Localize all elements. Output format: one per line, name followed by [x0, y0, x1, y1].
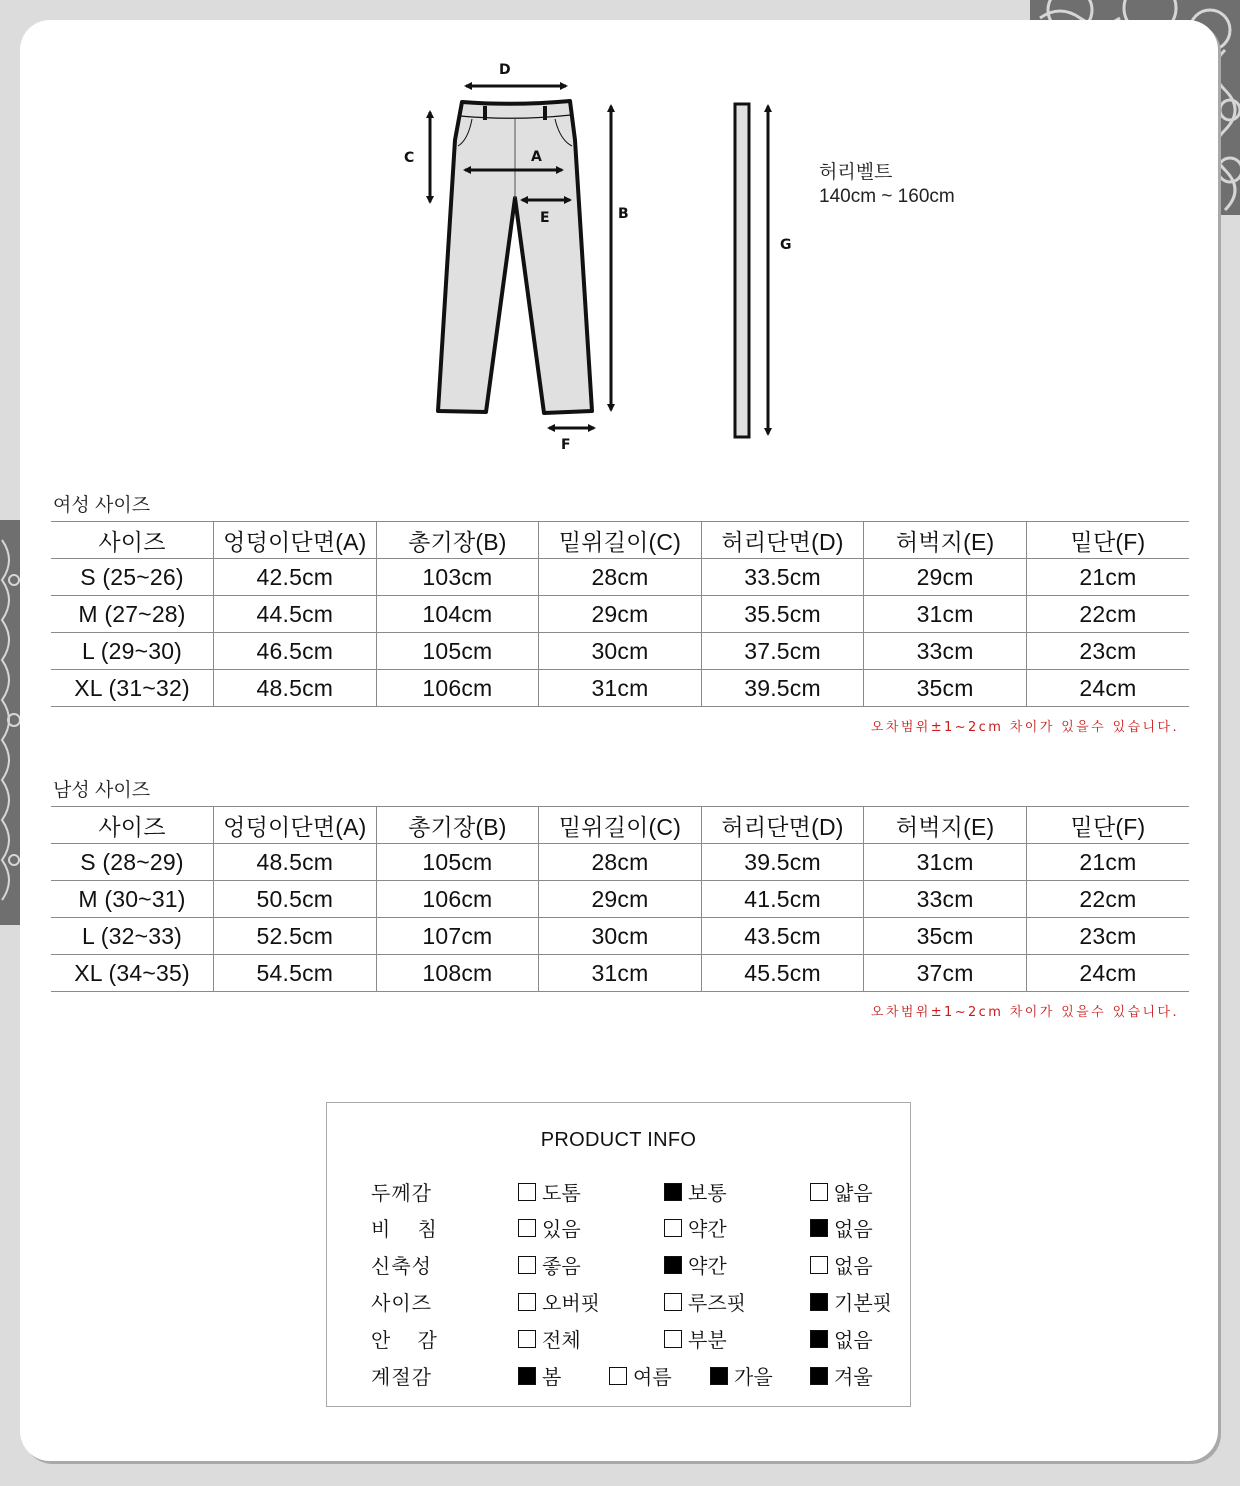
checkbox-empty-icon — [664, 1330, 682, 1348]
value-cell: 35.5cm — [701, 596, 864, 633]
checkbox-empty-icon — [664, 1293, 682, 1311]
value-cell: 30cm — [539, 918, 702, 955]
checkbox-checked-icon — [710, 1367, 728, 1385]
info-option — [664, 1213, 727, 1242]
option-label: 약간 — [688, 1219, 727, 1241]
info-option — [664, 1177, 727, 1206]
value-cell: 31cm — [539, 670, 702, 707]
checkbox-empty-icon — [810, 1256, 828, 1274]
belt-illustration — [735, 104, 749, 437]
info-option — [518, 1213, 581, 1242]
info-label: 신축성 — [371, 1256, 432, 1278]
value-cell: 29cm — [864, 559, 1027, 596]
header-cell: 허리단면(D) — [701, 807, 864, 844]
value-cell: 50.5cm — [214, 881, 377, 918]
option-label: 봄 — [542, 1367, 562, 1389]
men-size-table — [51, 806, 1189, 992]
info-option — [518, 1361, 561, 1390]
info-row-stretch — [327, 1250, 910, 1280]
decorative-pattern-left — [0, 520, 20, 925]
checkbox-checked-icon — [810, 1367, 828, 1385]
value-cell: 23cm — [1026, 633, 1189, 670]
size-cell: XL (31~32) — [51, 670, 214, 707]
pants-illustration — [0, 0, 1240, 470]
table-row — [51, 955, 1189, 992]
value-cell: 31cm — [864, 844, 1027, 881]
info-row-season — [327, 1361, 910, 1391]
checkbox-empty-icon — [518, 1183, 536, 1201]
value-cell: 108cm — [376, 955, 539, 992]
size-cell: M (30~31) — [51, 881, 214, 918]
table-row — [51, 670, 1189, 707]
info-option — [810, 1287, 892, 1316]
value-cell: 35cm — [864, 918, 1027, 955]
size-cell: L (29~30) — [51, 633, 214, 670]
option-label: 없음 — [834, 1330, 873, 1352]
table-row — [51, 559, 1189, 596]
option-label: 기본핏 — [834, 1293, 892, 1315]
value-cell: 54.5cm — [214, 955, 377, 992]
value-cell: 105cm — [376, 844, 539, 881]
checkbox-checked-icon — [518, 1367, 536, 1385]
men-tolerance-note: 오차범위±1~2cm 차이가 있을수 있습니다. — [870, 1005, 1179, 1020]
value-cell: 39.5cm — [701, 670, 864, 707]
header-cell: 사이즈 — [51, 807, 214, 844]
women-tolerance-note: 오차범위±1~2cm 차이가 있을수 있습니다. — [870, 720, 1179, 735]
info-option — [810, 1213, 873, 1242]
table-header-row — [51, 522, 1189, 559]
value-cell: 48.5cm — [214, 844, 377, 881]
value-cell: 22cm — [1026, 596, 1189, 633]
option-label: 약간 — [688, 1256, 727, 1278]
value-cell: 106cm — [376, 670, 539, 707]
option-label: 겨울 — [834, 1367, 873, 1389]
option-label: 오버핏 — [542, 1293, 600, 1315]
women-size-title: 여성 사이즈 — [53, 495, 151, 516]
info-option — [664, 1250, 727, 1279]
info-option — [518, 1250, 581, 1279]
checkbox-empty-icon — [518, 1219, 536, 1237]
belt-length: 140cm ~ 160cm — [819, 186, 955, 207]
women-size-table — [51, 521, 1189, 707]
value-cell: 21cm — [1026, 559, 1189, 596]
table-row — [51, 881, 1189, 918]
option-label: 부분 — [688, 1330, 727, 1352]
value-cell: 45.5cm — [701, 955, 864, 992]
option-label: 도톰 — [542, 1183, 581, 1205]
header-cell: 사이즈 — [51, 522, 214, 559]
value-cell: 23cm — [1026, 918, 1189, 955]
size-cell: XL (34~35) — [51, 955, 214, 992]
checkbox-empty-icon — [518, 1293, 536, 1311]
info-row-fit — [327, 1287, 910, 1317]
value-cell: 42.5cm — [214, 559, 377, 596]
option-label: 있음 — [542, 1219, 581, 1241]
info-label: 사이즈 — [371, 1293, 432, 1315]
value-cell: 52.5cm — [214, 918, 377, 955]
checkbox-empty-icon — [609, 1367, 627, 1385]
option-label: 좋음 — [542, 1256, 581, 1278]
option-label: 없음 — [834, 1256, 873, 1278]
label-a: A — [531, 149, 542, 165]
value-cell: 103cm — [376, 559, 539, 596]
value-cell: 24cm — [1026, 670, 1189, 707]
info-option — [810, 1177, 873, 1206]
checkbox-checked-icon — [810, 1293, 828, 1311]
table-row — [51, 596, 1189, 633]
value-cell: 28cm — [539, 844, 702, 881]
header-cell: 엉덩이단면(A) — [214, 807, 377, 844]
value-cell: 104cm — [376, 596, 539, 633]
value-cell: 33.5cm — [701, 559, 864, 596]
header-cell: 밑위길이(C) — [539, 807, 702, 844]
header-cell: 엉덩이단면(A) — [214, 522, 377, 559]
label-b: B — [618, 206, 629, 222]
value-cell: 106cm — [376, 881, 539, 918]
header-cell: 밑단(F) — [1026, 807, 1189, 844]
value-cell: 35cm — [864, 670, 1027, 707]
checkbox-checked-icon — [664, 1256, 682, 1274]
info-option — [609, 1361, 672, 1390]
option-label: 전체 — [542, 1330, 581, 1352]
checkbox-empty-icon — [518, 1330, 536, 1348]
value-cell: 46.5cm — [214, 633, 377, 670]
men-size-title: 남성 사이즈 — [53, 780, 151, 801]
info-label: 두께감 — [371, 1183, 432, 1205]
info-option — [664, 1287, 746, 1316]
belt-title: 허리벨트 — [819, 162, 893, 183]
measurement-diagram — [0, 0, 1240, 470]
label-e: E — [540, 210, 550, 226]
header-cell: 허벅지(E) — [864, 522, 1027, 559]
value-cell: 24cm — [1026, 955, 1189, 992]
info-label: 계절감 — [371, 1367, 432, 1389]
value-cell: 105cm — [376, 633, 539, 670]
header-cell: 허벅지(E) — [864, 807, 1027, 844]
info-label: 비 침 — [371, 1219, 438, 1241]
table-row — [51, 918, 1189, 955]
option-label: 보통 — [688, 1183, 727, 1205]
value-cell: 48.5cm — [214, 670, 377, 707]
label-d: D — [499, 62, 511, 78]
product-info-box — [326, 1102, 911, 1407]
option-label: 얇음 — [834, 1183, 873, 1205]
checkbox-checked-icon — [810, 1219, 828, 1237]
value-cell: 31cm — [864, 596, 1027, 633]
info-label: 안 감 — [371, 1330, 438, 1352]
info-row-lining — [327, 1324, 910, 1354]
value-cell: 33cm — [864, 633, 1027, 670]
header-cell: 총기장(B) — [376, 807, 539, 844]
value-cell: 41.5cm — [701, 881, 864, 918]
info-option — [810, 1324, 873, 1353]
value-cell: 31cm — [539, 955, 702, 992]
header-cell: 총기장(B) — [376, 522, 539, 559]
size-cell: S (25~26) — [51, 559, 214, 596]
value-cell: 28cm — [539, 559, 702, 596]
table-row — [51, 844, 1189, 881]
header-cell: 밑위길이(C) — [539, 522, 702, 559]
size-cell: S (28~29) — [51, 844, 214, 881]
info-row-thickness — [327, 1177, 910, 1207]
option-label: 여름 — [633, 1367, 672, 1389]
product-info-title: PRODUCT INFO — [540, 1129, 697, 1151]
info-row-sheerness — [327, 1213, 910, 1243]
info-option — [710, 1361, 773, 1390]
option-label: 없음 — [834, 1219, 873, 1241]
info-option — [518, 1324, 581, 1353]
checkbox-empty-icon — [518, 1256, 536, 1274]
info-option — [518, 1287, 600, 1316]
option-label: 가을 — [734, 1367, 773, 1389]
checkbox-empty-icon — [810, 1183, 828, 1201]
value-cell: 107cm — [376, 918, 539, 955]
info-option — [518, 1177, 581, 1206]
checkbox-checked-icon — [810, 1330, 828, 1348]
table-header-row — [51, 807, 1189, 844]
info-option — [664, 1324, 727, 1353]
checkbox-empty-icon — [664, 1219, 682, 1237]
value-cell: 22cm — [1026, 881, 1189, 918]
value-cell: 43.5cm — [701, 918, 864, 955]
option-label: 루즈핏 — [688, 1293, 746, 1315]
header-cell: 허리단면(D) — [701, 522, 864, 559]
value-cell: 37.5cm — [701, 633, 864, 670]
value-cell: 30cm — [539, 633, 702, 670]
size-cell: M (27~28) — [51, 596, 214, 633]
value-cell: 29cm — [539, 596, 702, 633]
value-cell: 44.5cm — [214, 596, 377, 633]
value-cell: 33cm — [864, 881, 1027, 918]
size-cell: L (32~33) — [51, 918, 214, 955]
value-cell: 39.5cm — [701, 844, 864, 881]
checkbox-checked-icon — [664, 1183, 682, 1201]
label-c: C — [404, 150, 415, 166]
info-option — [810, 1250, 873, 1279]
value-cell: 37cm — [864, 955, 1027, 992]
table-row — [51, 633, 1189, 670]
info-option — [810, 1361, 873, 1390]
header-cell: 밑단(F) — [1026, 522, 1189, 559]
label-f: F — [561, 437, 571, 453]
value-cell: 21cm — [1026, 844, 1189, 881]
value-cell: 29cm — [539, 881, 702, 918]
label-g: G — [780, 237, 792, 253]
